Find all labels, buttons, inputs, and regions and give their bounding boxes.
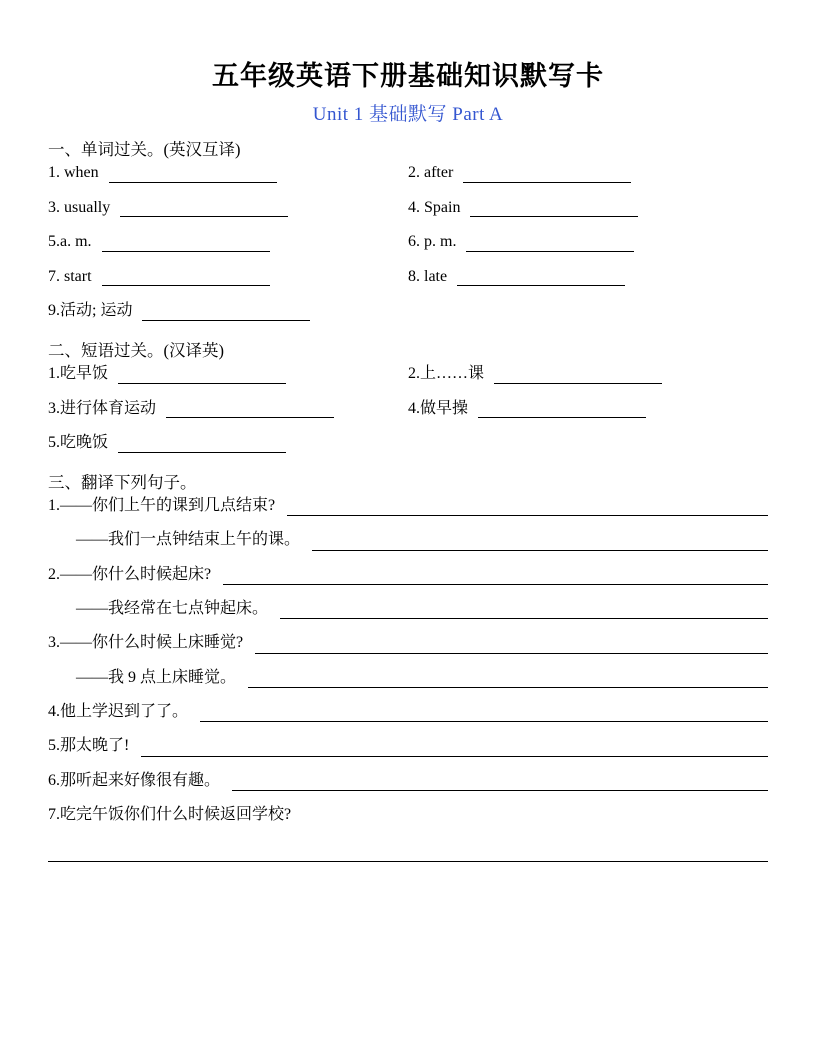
answer-blank-full[interactable] (48, 860, 768, 862)
answer-blank[interactable] (109, 167, 277, 183)
word-row (48, 164, 768, 183)
word-cell (408, 268, 768, 287)
answer-blank[interactable] (287, 500, 768, 516)
answer-blank[interactable] (166, 402, 334, 418)
phrase-cell (408, 365, 768, 384)
phrase-cell (48, 365, 408, 384)
answer-blank[interactable] (494, 368, 662, 384)
sentence-text: 5.那太晚了! (48, 737, 130, 755)
word-label: 9.活动; 运动 (48, 302, 133, 320)
sentence-text: ——我经常在七点钟起床。 (76, 599, 269, 617)
sentence-text: 2.——你什么时候起床? (48, 565, 212, 583)
sentence-text: 3.——你什么时候上床睡觉? (48, 634, 244, 652)
word-label: 3. usually (48, 198, 111, 216)
phrase-label: 5.吃晚饭 (48, 434, 109, 452)
sentence-text: ——我们一点钟结束上午的课。 (76, 531, 301, 549)
answer-blank[interactable] (255, 638, 768, 654)
word-cell (48, 268, 408, 287)
phrase-cell (48, 434, 408, 453)
word-label: 1. when (48, 164, 99, 181)
sentences-list (48, 497, 768, 862)
sentence-row (48, 669, 768, 688)
sentence-row (48, 497, 768, 516)
answer-blank[interactable] (142, 305, 310, 321)
word-cell (48, 233, 408, 252)
word-label: 6. p. m. (408, 233, 457, 251)
word-label: 2. after (408, 164, 454, 181)
sentence-text: ——我 9 点上床睡觉。 (76, 668, 237, 686)
sentence-text: 1.——你们上午的课到几点结束? (48, 496, 276, 514)
word-label: 4. Spain (408, 198, 461, 216)
sentence-text: 4.他上学迟到了了。 (48, 703, 189, 721)
word-cell (408, 199, 768, 218)
word-row (48, 199, 768, 218)
sentence-row (48, 737, 768, 756)
phrase-label: 3.进行体育运动 (48, 399, 157, 417)
answer-blank[interactable] (232, 775, 768, 791)
answer-blank[interactable] (478, 402, 646, 418)
answer-blank[interactable] (470, 201, 638, 217)
answer-blank[interactable] (200, 706, 768, 722)
word-cell (48, 302, 408, 321)
phrase-label: 1.吃早饭 (48, 364, 109, 382)
words-list (48, 164, 768, 321)
phrases-list (48, 365, 768, 453)
phrase-row (48, 434, 768, 453)
answer-blank[interactable] (118, 368, 286, 384)
answer-blank[interactable] (463, 167, 631, 183)
answer-blank[interactable] (102, 236, 270, 252)
answer-blank[interactable] (120, 201, 288, 217)
sentence-row (48, 600, 768, 619)
answer-blank[interactable] (312, 535, 768, 551)
word-cell (48, 199, 408, 218)
sentence-row (48, 566, 768, 585)
sentence-text: 7.吃完午饭你们什么时候返回学校? (48, 806, 292, 824)
section-heading-words: 一、单词过关。(英汉互译) (48, 140, 241, 159)
phrase-row (48, 400, 768, 419)
phrase-label: 2.上……课 (408, 364, 485, 382)
phrase-row (48, 365, 768, 384)
word-cell (408, 164, 768, 183)
phrase-cell (408, 400, 768, 419)
page-subtitle: Unit 1 基础默写 Part A (312, 104, 504, 125)
word-row (48, 233, 768, 252)
sentence-row (48, 703, 768, 722)
section-heading-translation: 三、翻译下列句子。 (48, 472, 197, 492)
sentence-row (48, 806, 768, 825)
section-heading-phrases: 二、短语过关。(汉译英) (48, 340, 224, 360)
answer-blank[interactable] (280, 603, 768, 619)
answer-blank[interactable] (223, 569, 768, 585)
word-cell (408, 233, 768, 252)
answer-blank[interactable] (457, 270, 625, 286)
word-label: 7. start (48, 267, 92, 285)
answer-blank[interactable] (141, 741, 768, 757)
answer-blank[interactable] (248, 672, 768, 688)
phrase-cell (48, 400, 408, 419)
answer-blank[interactable] (118, 437, 286, 453)
sentence-row (48, 772, 768, 791)
answer-blank[interactable] (102, 270, 270, 286)
sentence-row (48, 634, 768, 653)
word-row (48, 302, 768, 321)
page-title: 五年级英语下册基础知识默写卡 (212, 61, 604, 91)
answer-blank[interactable] (466, 236, 634, 252)
word-row (48, 268, 768, 287)
word-label: 5.a. m. (48, 233, 92, 251)
word-cell (48, 164, 408, 183)
phrase-label: 4.做早操 (408, 399, 469, 417)
sentence-text: 6.那听起来好像很有趣。 (48, 771, 221, 789)
word-label: 8. late (408, 267, 448, 285)
sentence-row (48, 531, 768, 550)
